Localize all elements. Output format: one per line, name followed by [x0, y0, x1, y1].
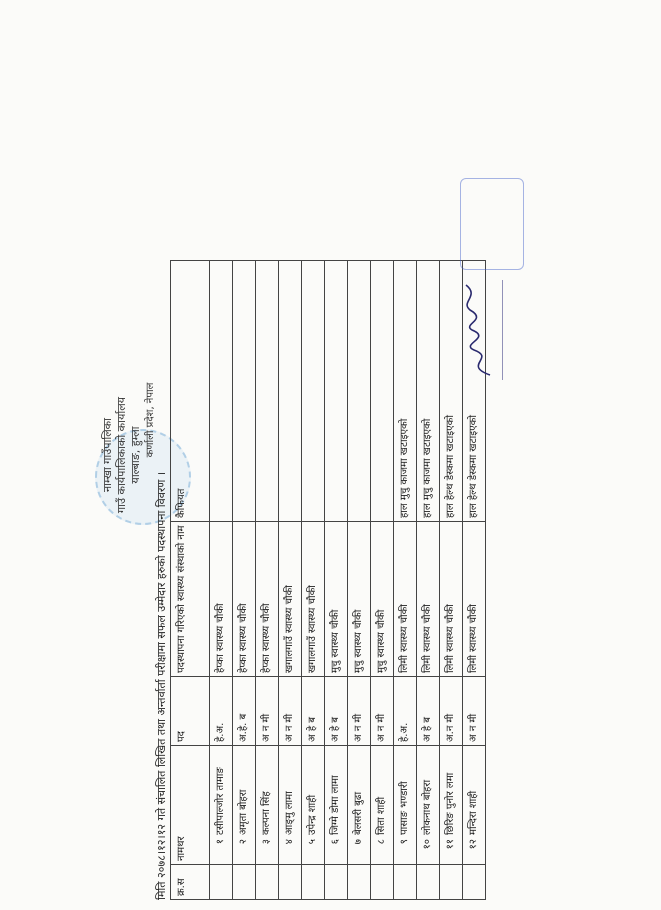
- cell-sn: [417, 865, 440, 900]
- cell-institution: लिमी स्वास्थ्य चौकी: [463, 522, 486, 677]
- person-name: टसीपाल्जोर तामाङ: [215, 767, 226, 835]
- cell-sn: [394, 865, 417, 900]
- cell-post: अ न मी: [348, 677, 371, 746]
- cell-name: [325, 746, 348, 865]
- cell-name: [440, 746, 463, 865]
- document-title: मिति २०७८।१२।१२ गते संचालित लिखित तथा अन्तर्वार्ता परीक्षामा सफल उम्मेदार हरुको पदस्थापना विवरण ।: [155, 472, 168, 900]
- row-number: ५: [307, 839, 318, 845]
- person-name: उपेन्द्र शाही: [307, 794, 318, 835]
- cell-remarks: हाल हेल्थ डेस्कमा खटाइएको: [440, 261, 463, 522]
- table-header-row: [171, 261, 210, 900]
- table-row: [348, 261, 371, 900]
- row-number: ८: [376, 839, 387, 845]
- person-name: पासाङ भण्डारी: [399, 781, 410, 835]
- cell-post: अ न मी: [279, 677, 302, 746]
- header-name: नामथर: [171, 746, 210, 865]
- cell-institution: हेप्का स्वास्थ्य चौकी: [256, 522, 279, 677]
- row-number: ४: [284, 839, 295, 845]
- cell-remarks: [302, 261, 325, 522]
- cell-post: अ हे ब: [325, 677, 348, 746]
- table-row: [233, 261, 256, 900]
- cell-institution: मुचु स्वास्थ्य चौकी: [348, 522, 371, 677]
- table-row: [279, 261, 302, 900]
- row-number: १२: [468, 839, 479, 850]
- cell-sn: [210, 865, 233, 900]
- cell-sn: [371, 865, 394, 900]
- cell-post: हे.अ.: [394, 677, 417, 746]
- person-name: अमृता बोहरा: [238, 789, 249, 835]
- header-institution: पदस्थापना गरिएको स्वास्थ्य संस्थाको नाम: [171, 522, 210, 677]
- cell-remarks: [233, 261, 256, 522]
- header-sn: क्र.स: [171, 865, 210, 900]
- cell-institution: लिमी स्वास्थ्य चौकी: [417, 522, 440, 677]
- table-body: [210, 261, 486, 900]
- cell-post: अ हे ब: [302, 677, 325, 746]
- cell-post: अ न मी: [371, 677, 394, 746]
- person-name: सिता शाही: [376, 796, 387, 835]
- cell-name: [256, 746, 279, 865]
- office-province: कर्णाली प्रदेश, नेपाल: [145, 382, 156, 458]
- cell-sn: [440, 865, 463, 900]
- cell-institution: मुचु स्वास्थ्य चौकी: [325, 522, 348, 677]
- cell-remarks: [256, 261, 279, 522]
- cell-post: अ.हे. ब: [233, 677, 256, 746]
- row-number: ६: [330, 839, 341, 845]
- header-post: पद: [171, 677, 210, 746]
- cell-sn: [233, 865, 256, 900]
- person-name: लोकनाथ बोहरा: [422, 779, 433, 835]
- cell-institution: लिमी स्वास्थ्य चौकी: [440, 522, 463, 677]
- table-row: [302, 261, 325, 900]
- cell-institution: हेप्का स्वास्थ्य चौकी: [210, 522, 233, 677]
- cell-remarks: हाल मुचु काजमा खटाइएको: [417, 261, 440, 522]
- cell-name: [233, 746, 256, 865]
- office-place: याल्बाङ, हुम्ला: [129, 426, 142, 484]
- person-name: मन्दिरा शाही: [468, 790, 479, 835]
- table-row: [210, 261, 233, 900]
- cell-sn: [463, 865, 486, 900]
- cell-name: [279, 746, 302, 865]
- row-number: ९: [399, 839, 410, 845]
- person-name: जिग्मे डोमा लामा: [330, 775, 341, 835]
- municipality-name: नाम्खा गाउँपालिका: [101, 418, 114, 492]
- table-row: [325, 261, 348, 900]
- cell-post: अ न मी: [463, 677, 486, 746]
- cell-sn: [279, 865, 302, 900]
- cell-name: [302, 746, 325, 865]
- office-stamp: [460, 178, 524, 270]
- cell-remarks: [210, 261, 233, 522]
- cell-institution: खगालगाउँ स्वास्थ्य चौकी: [279, 522, 302, 677]
- row-number: ११: [445, 839, 456, 850]
- cell-sn: [348, 865, 371, 900]
- person-name: छिरिङ पुनोर लमा: [445, 772, 456, 835]
- cell-remarks: [371, 261, 394, 522]
- table-row: [371, 261, 394, 900]
- cell-remarks: हाल हेल्थ डेस्कमा खटाइएको: [463, 261, 486, 522]
- cell-remarks: हाल मुचु काजमा खटाइएको: [394, 261, 417, 522]
- cell-name: [463, 746, 486, 865]
- cell-sn: [302, 865, 325, 900]
- row-number: १०: [422, 839, 433, 850]
- table-row: [256, 261, 279, 900]
- row-number: २: [238, 839, 249, 845]
- cell-post: हे.अ.: [210, 677, 233, 746]
- table-row: [394, 261, 417, 900]
- cell-sn: [256, 865, 279, 900]
- cell-name: [210, 746, 233, 865]
- cell-remarks: [279, 261, 302, 522]
- cell-institution: मुचु स्वास्थ्य चौकी: [371, 522, 394, 677]
- person-name: कल्पना सिंह: [261, 791, 272, 835]
- cell-post: अ.न मी: [440, 677, 463, 746]
- header-remarks: कैफियत: [171, 261, 210, 522]
- person-name: आङ्‌मु लामा: [284, 791, 295, 835]
- office-name: गाउँ कार्यपालिकाको कार्यालय: [115, 396, 128, 514]
- person-name: बेलसरी बुढा: [353, 791, 364, 835]
- cell-institution: खगालगाउँ स्वास्थ्य चौकी: [302, 522, 325, 677]
- cell-institution: हेप्का स्वास्थ्य चौकी: [233, 522, 256, 677]
- signature: [452, 280, 503, 380]
- cell-institution: लिमी स्वास्थ्य चौकी: [394, 522, 417, 677]
- cell-post: अ न मी: [256, 677, 279, 746]
- cell-post: अ हे ब: [417, 677, 440, 746]
- row-number: ७: [353, 839, 364, 845]
- table-row: [417, 261, 440, 900]
- row-number: ३: [261, 839, 272, 845]
- cell-remarks: [348, 261, 371, 522]
- posting-table: [170, 260, 486, 900]
- cell-name: [348, 746, 371, 865]
- row-number: १: [215, 839, 226, 845]
- cell-sn: [325, 865, 348, 900]
- cell-name: [371, 746, 394, 865]
- cell-name: [394, 746, 417, 865]
- cell-name: [417, 746, 440, 865]
- cell-remarks: [325, 261, 348, 522]
